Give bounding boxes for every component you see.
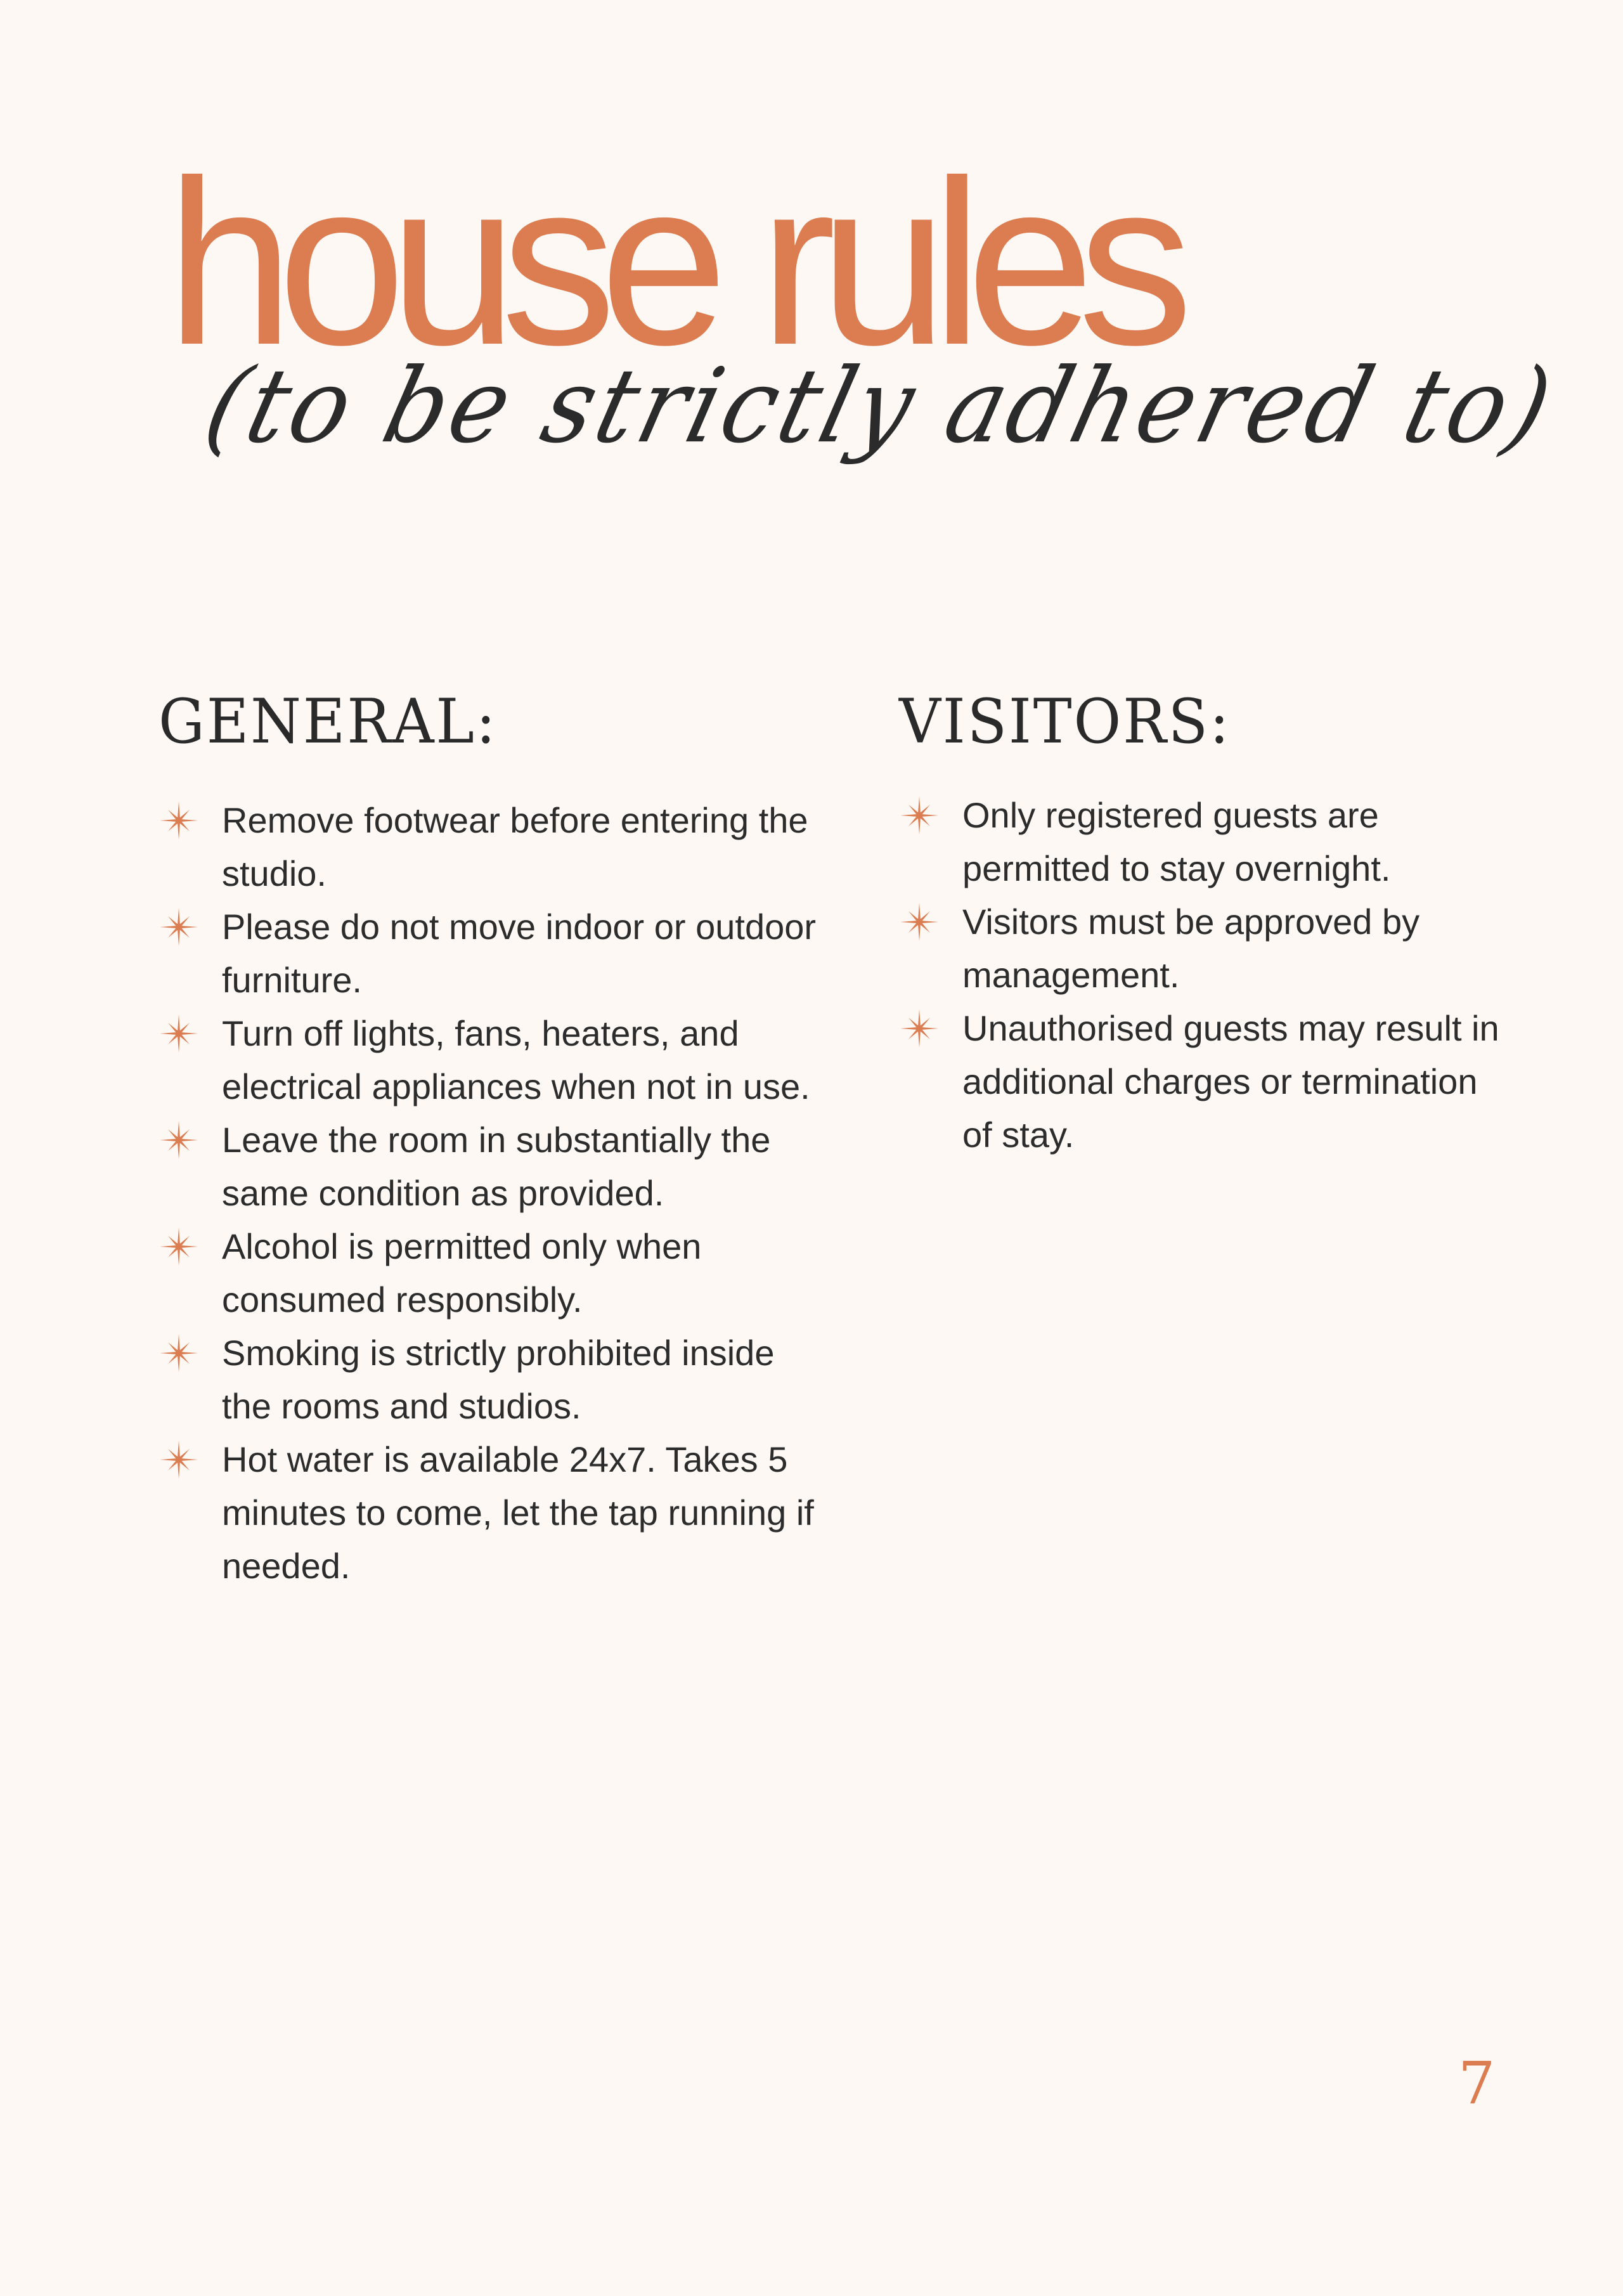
eight-point-star-icon (158, 800, 199, 841)
rule-text: Unauthorised guests may result in additional charges or termination of stay. (962, 1008, 1499, 1155)
list-item (158, 900, 831, 1007)
list-item (158, 1433, 831, 1593)
list-item (899, 1002, 1501, 1162)
eight-point-star-icon (158, 1120, 199, 1160)
eight-point-star-icon (899, 1008, 940, 1049)
rule-text: Hot water is available 24x7. Takes 5 minutes to come, let the tap running if needed. (222, 1439, 814, 1586)
rule-text: Leave the room in substantially the same condition as provided. (222, 1120, 771, 1213)
list-item (899, 789, 1501, 895)
eight-point-star-shape (158, 1120, 199, 1160)
rule-text: Please do not move indoor or outdoor furniture. (222, 907, 817, 1000)
eight-point-star-shape (158, 1013, 199, 1054)
eight-point-star-shape (899, 902, 940, 942)
general-section (158, 686, 831, 1593)
visitors-heading: VISITORS: (899, 686, 1231, 757)
list-item (158, 1220, 831, 1326)
eight-point-star-icon (158, 907, 199, 947)
rule-text: Visitors must be approved by management. (962, 902, 1420, 995)
rule-text: Smoking is strictly prohibited inside the rooms and studios. (222, 1333, 775, 1426)
general-rule-list (158, 794, 831, 1593)
page-subtitle: (to be strictly adhered to) (194, 347, 1567, 466)
eight-point-star-icon (158, 1333, 199, 1373)
eight-point-star-shape (899, 1008, 940, 1049)
page-number: 7 (1458, 2049, 1496, 2117)
list-item (158, 1007, 831, 1113)
eight-point-star-icon (899, 795, 940, 836)
list-item (158, 1113, 831, 1220)
list-item (158, 794, 831, 900)
eight-point-star-shape (899, 795, 940, 836)
rule-text: Only registered guests are permitted to stay overnight. (962, 795, 1391, 888)
page-title: house rules (166, 132, 1177, 394)
eight-point-star-shape (158, 907, 199, 947)
eight-point-star-icon (158, 1013, 199, 1054)
eight-point-star-shape (158, 1226, 199, 1267)
rule-text: Remove footwear before entering the studio. (222, 800, 808, 893)
rule-text: Alcohol is permitted only when consumed responsibly. (222, 1226, 702, 1320)
list-item (899, 895, 1501, 1002)
general-heading: GENERAL: (158, 686, 498, 757)
eight-point-star-shape (158, 1333, 199, 1373)
rule-text: Turn off lights, fans, heaters, and electrical appliances when not in use. (222, 1013, 810, 1106)
list-item (158, 1326, 831, 1433)
eight-point-star-icon (899, 902, 940, 942)
eight-point-star-icon (158, 1439, 199, 1480)
visitors-rule-list (899, 789, 1501, 1162)
visitors-section (899, 686, 1501, 1162)
eight-point-star-shape (158, 800, 199, 841)
eight-point-star-icon (158, 1226, 199, 1267)
eight-point-star-shape (158, 1439, 199, 1480)
